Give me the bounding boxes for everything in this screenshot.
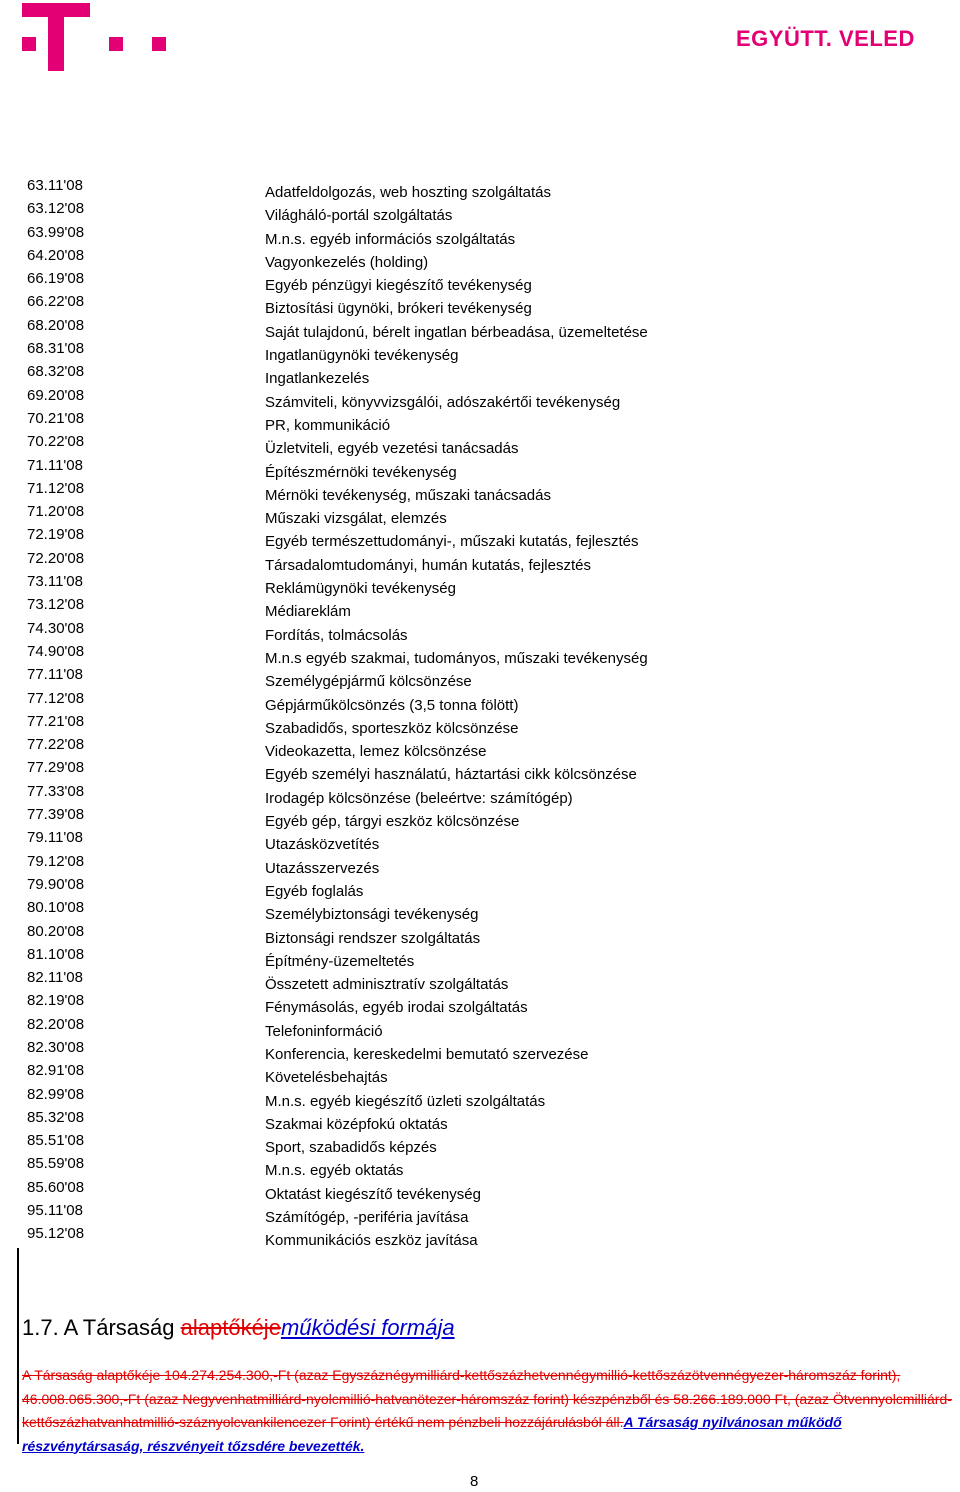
activity-code: 77.22'08 [27, 736, 85, 754]
activity-code: 77.21'08 [27, 712, 85, 730]
activity-code: 82.11'08 [27, 969, 83, 987]
activity-row [0, 1133, 960, 1156]
activity-code: 80.10'08 [27, 899, 85, 917]
activity-row [0, 294, 960, 317]
activity-code: 82.99'08 [27, 1085, 85, 1103]
slogan: EGYÜTT. VELED [736, 26, 915, 51]
activity-description: Ingatlankezelés [265, 370, 370, 388]
activity-description: Szakmai középfokú oktatás [265, 1115, 448, 1133]
activity-description: Reklámügynöki tevékenység [265, 580, 456, 598]
section-number: 1.7. [22, 1315, 59, 1340]
activity-description: Fénymásolás, egyéb irodai szolgáltatás [265, 999, 528, 1017]
activity-description: Társadalomtudományi, humán kutatás, fejlesztés [265, 556, 591, 574]
activity-row [0, 691, 960, 714]
activity-description: Vagyonkezelés (holding) [265, 253, 429, 271]
activity-description: Személygépjármű kölcsönzése [265, 673, 472, 691]
activity-row [0, 877, 960, 900]
activity-code: 82.91'08 [27, 1062, 85, 1080]
activity-row [0, 1063, 960, 1086]
activity-row [0, 1156, 960, 1179]
activity-row [0, 341, 960, 364]
activity-code: 95.12'08 [27, 1225, 85, 1243]
activity-code: 79.11'08 [27, 829, 83, 847]
activity-row [0, 807, 960, 830]
activity-code: 77.11'08 [27, 666, 83, 684]
activity-code: 64.20'08 [27, 246, 85, 264]
activity-row [0, 201, 960, 224]
activity-row [0, 784, 960, 807]
activity-description: Kommunikációs eszköz javítása [265, 1232, 478, 1250]
activity-code: 72.20'08 [27, 549, 85, 567]
activity-row [0, 737, 960, 760]
activity-code: 71.12'08 [27, 479, 85, 497]
activity-row [0, 1180, 960, 1203]
activity-row [0, 551, 960, 574]
activity-row [0, 481, 960, 504]
activity-code: 66.19'08 [27, 270, 85, 288]
activity-row [0, 178, 960, 201]
activity-row [0, 621, 960, 644]
activity-code: 77.29'08 [27, 759, 85, 777]
activity-code: 70.21'08 [27, 409, 85, 427]
activity-description: Videokazetta, lemez kölcsönzése [265, 743, 487, 761]
activity-description: Egyéb foglalás [265, 882, 364, 900]
activity-description: Egyéb természettudományi-, műszaki kutatás, fejlesztés [265, 533, 639, 551]
activity-description: Mérnöki tevékenység, műszaki tanácsadás [265, 486, 551, 504]
activity-row [0, 527, 960, 550]
activity-description: Fordítás, tolmácsolás [265, 626, 408, 644]
activity-row [0, 970, 960, 993]
activity-row [0, 574, 960, 597]
activity-code: 82.20'08 [27, 1015, 85, 1033]
activity-description: M.n.s. egyéb oktatás [265, 1162, 404, 1180]
activity-description: Saját tulajdonú, bérelt ingatlan bérbeadása, üzemeltetése [265, 323, 648, 341]
activity-code: 73.12'08 [27, 596, 85, 614]
activity-description: Világháló-portál szolgáltatás [265, 207, 453, 225]
activity-description: Számviteli, könyvvizsgálói, adószakértői tevékenység [265, 393, 621, 411]
activity-description: Műszaki vizsgálat, elemzés [265, 510, 447, 528]
activity-row [0, 1226, 960, 1249]
section-heading [22, 1314, 455, 1342]
activity-code: 68.31'08 [27, 340, 85, 358]
activity-code: 79.12'08 [27, 852, 85, 870]
activity-description: Összetett adminisztratív szolgáltatás [265, 976, 509, 994]
activity-row [0, 1110, 960, 1133]
deleted-text: alaptőkéje [180, 1315, 281, 1340]
activity-description: Egyéb pénzügyi kiegészítő tevékenység [265, 277, 532, 295]
activity-row [0, 597, 960, 620]
activity-description: Adatfeldolgozás, web hoszting szolgáltatás [265, 184, 552, 201]
activity-code: 63.12'08 [27, 200, 85, 218]
activity-code: 72.19'08 [27, 526, 85, 544]
activity-row [0, 667, 960, 690]
activity-description: PR, kommunikáció [265, 416, 391, 434]
activity-description: Számítógép, -periféria javítása [265, 1209, 469, 1227]
activity-code: 71.20'08 [27, 503, 85, 521]
activity-description: Követelésbehajtás [265, 1069, 388, 1087]
activity-row [0, 434, 960, 457]
activity-code: 85.59'08 [27, 1155, 85, 1173]
telekom-logo [22, 3, 172, 73]
activity-description: Irodagép kölcsönzése (beleértve: számítógép) [265, 789, 573, 807]
activity-code: 63.11'08 [27, 177, 83, 194]
activity-code: 74.30'08 [27, 619, 85, 637]
activity-code: 69.20'08 [27, 386, 85, 404]
activity-description: Oktatást kiegészítő tevékenység [265, 1185, 481, 1203]
activity-row [0, 225, 960, 248]
activity-description: Biztosítási ügynöki, brókeri tevékenység [265, 300, 532, 318]
activity-description: Ingatlanügynöki tevékenység [265, 347, 459, 365]
inserted-paragraph-text: A Társaság nyilvánosan működő részvénytársaság, részvényeit tőzsdére bevezették. [22, 1414, 842, 1454]
activity-row [0, 900, 960, 923]
activity-description: Építészmérnöki tevékenység [265, 463, 457, 481]
page-number: 8 [470, 1473, 479, 1490]
section-title-prefix: A Társaság [63, 1315, 175, 1340]
activity-code: 77.12'08 [27, 689, 85, 707]
activity-code: 81.10'08 [27, 945, 85, 963]
activity-code: 68.20'08 [27, 316, 85, 334]
activity-row [0, 458, 960, 481]
activity-row [0, 714, 960, 737]
activity-description: Utazásközvetítés [265, 836, 380, 854]
activity-row [0, 504, 960, 527]
activity-row [0, 364, 960, 387]
page-header [0, 0, 960, 80]
activity-code: 95.11'08 [27, 1202, 83, 1220]
activity-row [0, 947, 960, 970]
activity-description: Konferencia, kereskedelmi bemutató szervezése [265, 1045, 589, 1063]
activity-code: 82.19'08 [27, 992, 85, 1010]
activity-row [0, 411, 960, 434]
activity-code: 66.22'08 [27, 293, 85, 311]
activity-description: Médiareklám [265, 603, 351, 621]
activity-description: M.n.s. egyéb kiegészítő üzleti szolgáltatás [265, 1092, 546, 1110]
revised-paragraph [22, 1364, 956, 1458]
activity-code: 85.60'08 [27, 1178, 85, 1196]
activity-row [0, 993, 960, 1016]
activity-description: Utazásszervezés [265, 859, 380, 877]
activity-row [0, 830, 960, 853]
activity-code: 71.11'08 [27, 456, 83, 474]
deleted-paragraph-text: A Társaság alaptőkéje 104.274.254.300,-Ft (azaz Egyszáznégymilliárd-kettőszázhetvennégymillió-kettőszázötvennégyezer-háromszáz forint), 46.008.065.300,-Ft (azaz Negyvenhatmilliárd-nyolcmillió-hatvanötezer-háromszáz forint) készpénzből és 58.266.189.000 Ft, (azaz Ötvennyolcmilliárd-kettőszázhatvanhatmillió-száznyolcvankilencezer Forint) értékű nem pénzbeli hozzájárulásból áll. [22, 1367, 952, 1430]
activity-code: 74.90'08 [27, 642, 85, 660]
activity-description: M.n.s. egyéb információs szolgáltatás [265, 230, 516, 248]
activity-code: 77.39'08 [27, 806, 85, 824]
activity-row [0, 388, 960, 411]
activity-code: 68.32'08 [27, 363, 85, 381]
activity-description: Sport, szabadidős képzés [265, 1139, 437, 1157]
activity-description: Biztonsági rendszer szolgáltatás [265, 929, 481, 947]
activity-list [0, 178, 960, 1250]
activity-row [0, 271, 960, 294]
inserted-text: működési formája [280, 1315, 455, 1340]
activity-description: Gépjárműkölcsönzés (3,5 tonna fölött) [265, 696, 519, 714]
activity-code: 82.30'08 [27, 1038, 85, 1056]
activity-description: Egyéb gép, tárgyi eszköz kölcsönzése [265, 813, 520, 831]
activity-description: Személybiztonsági tevékenység [265, 906, 479, 924]
activity-row [0, 318, 960, 341]
activity-row [0, 644, 960, 667]
activity-code: 79.90'08 [27, 875, 85, 893]
activity-row [0, 854, 960, 877]
activity-description: M.n.s egyéb szakmai, tudományos, műszaki tevékenység [265, 649, 648, 667]
activity-description: Üzletviteli, egyéb vezetési tanácsadás [265, 440, 519, 458]
activity-description: Szabadidős, sporteszköz kölcsönzése [265, 719, 519, 737]
activity-description: Telefoninformáció [265, 1022, 383, 1040]
activity-code: 80.20'08 [27, 922, 85, 940]
activity-code: 85.51'08 [27, 1132, 85, 1150]
activity-code: 73.11'08 [27, 573, 83, 591]
activity-row [0, 1017, 960, 1040]
activity-row [0, 760, 960, 783]
activity-row [0, 1087, 960, 1110]
activity-description: Egyéb személyi használatú, háztartási cikk kölcsönzése [265, 766, 637, 784]
activity-code: 70.22'08 [27, 433, 85, 451]
activity-row [0, 1040, 960, 1063]
activity-row [0, 248, 960, 271]
activity-code: 63.99'08 [27, 223, 85, 241]
activity-row [0, 1203, 960, 1226]
activity-code: 85.32'08 [27, 1108, 85, 1126]
activity-code: 77.33'08 [27, 782, 85, 800]
activity-description: Építmény-üzemeltetés [265, 952, 415, 970]
activity-row [0, 924, 960, 947]
revision-change-bar [17, 1248, 19, 1444]
